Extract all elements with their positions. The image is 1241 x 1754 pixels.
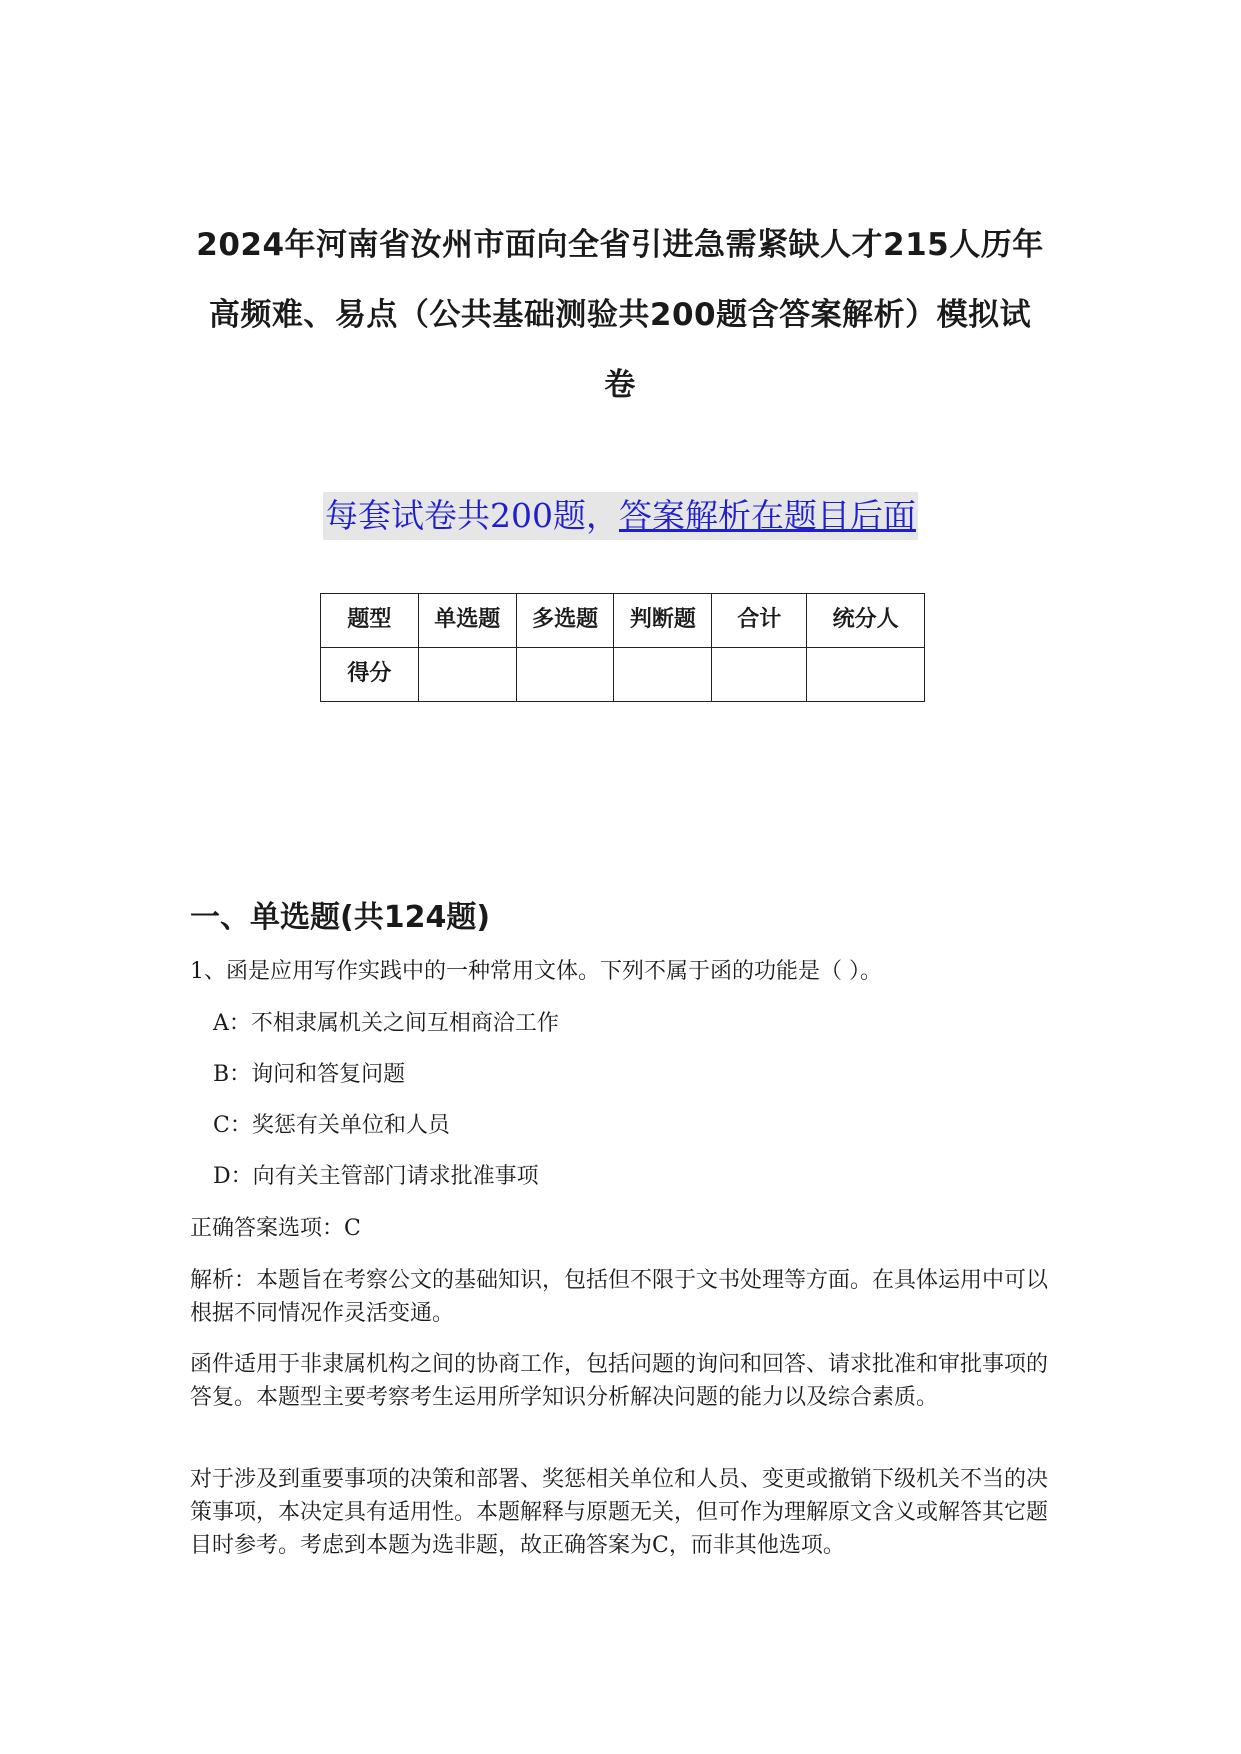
analysis-paragraph-3: 对于涉及到重要事项的决策和部署、奖惩相关单位和人员、变更或撤销下级机关不当的决策事项，本决定具有适用性。本题解释与原题无关，但可作为理解原文含义或解答其它题目时参考。考虑到本题为选非题，故正确答案为C，而非其他选项。 [190, 1467, 1049, 1558]
header-single-choice: 单选题 [418, 594, 516, 648]
score-cell-total[interactable] [712, 648, 807, 702]
score-cell-multiple-choice[interactable] [516, 648, 614, 702]
title-line-1: 2024年河南省汝州市面向全省引进急需紧缺人才215人历年 [196, 227, 1044, 263]
header-scorer: 统分人 [807, 594, 925, 648]
header-type: 题型 [321, 594, 419, 648]
score-cell-true-false[interactable] [614, 648, 712, 702]
score-cell-scorer[interactable] [807, 648, 925, 702]
option-d: D：向有关主管部门请求批准事项 [213, 1164, 539, 1189]
notice-text [323, 492, 918, 540]
notice-prefix: 每套试卷共200题， [325, 496, 619, 535]
header-true-false: 判断题 [614, 594, 712, 648]
score-table [320, 593, 925, 702]
title-line-3: 卷 [604, 367, 636, 403]
option-a: A：不相隶属机关之间互相商洽工作 [213, 1011, 559, 1036]
row-label-score: 得分 [321, 648, 419, 702]
header-multiple-choice: 多选题 [516, 594, 614, 648]
section-heading: 一、单选题(共124题) [190, 900, 491, 935]
score-table-score-row [321, 648, 925, 702]
analysis-paragraph-1: 解析：本题旨在考察公文的基础知识，包括但不限于文书处理等方面。在具体运用中可以根据不同情况作灵活变通。 [190, 1268, 1049, 1326]
answer-location-link[interactable]: 答案解析在题目后面 [619, 496, 916, 535]
score-cell-single-choice[interactable] [418, 648, 516, 702]
question-stem: 1、函是应用写作实践中的一种常用文体。下列不属于函的功能是（ ）。 [190, 959, 882, 984]
correct-answer: 正确答案选项：C [190, 1216, 361, 1241]
notice-banner [0, 492, 1241, 540]
option-c: C：奖惩有关单位和人员 [213, 1113, 450, 1138]
document-title [180, 210, 1060, 420]
option-b: B：询问和答复问题 [213, 1062, 406, 1087]
analysis-paragraph-2: 函件适用于非隶属机构之间的协商工作，包括问题的询问和回答、请求批准和审批事项的答复。本题型主要考察考生运用所学知识分析解决问题的能力以及综合素质。 [190, 1352, 1049, 1410]
header-total: 合计 [712, 594, 807, 648]
score-table-header-row [321, 594, 925, 648]
title-line-2: 高频难、易点（公共基础测验共200题含答案解析）模拟试 [208, 297, 1032, 333]
